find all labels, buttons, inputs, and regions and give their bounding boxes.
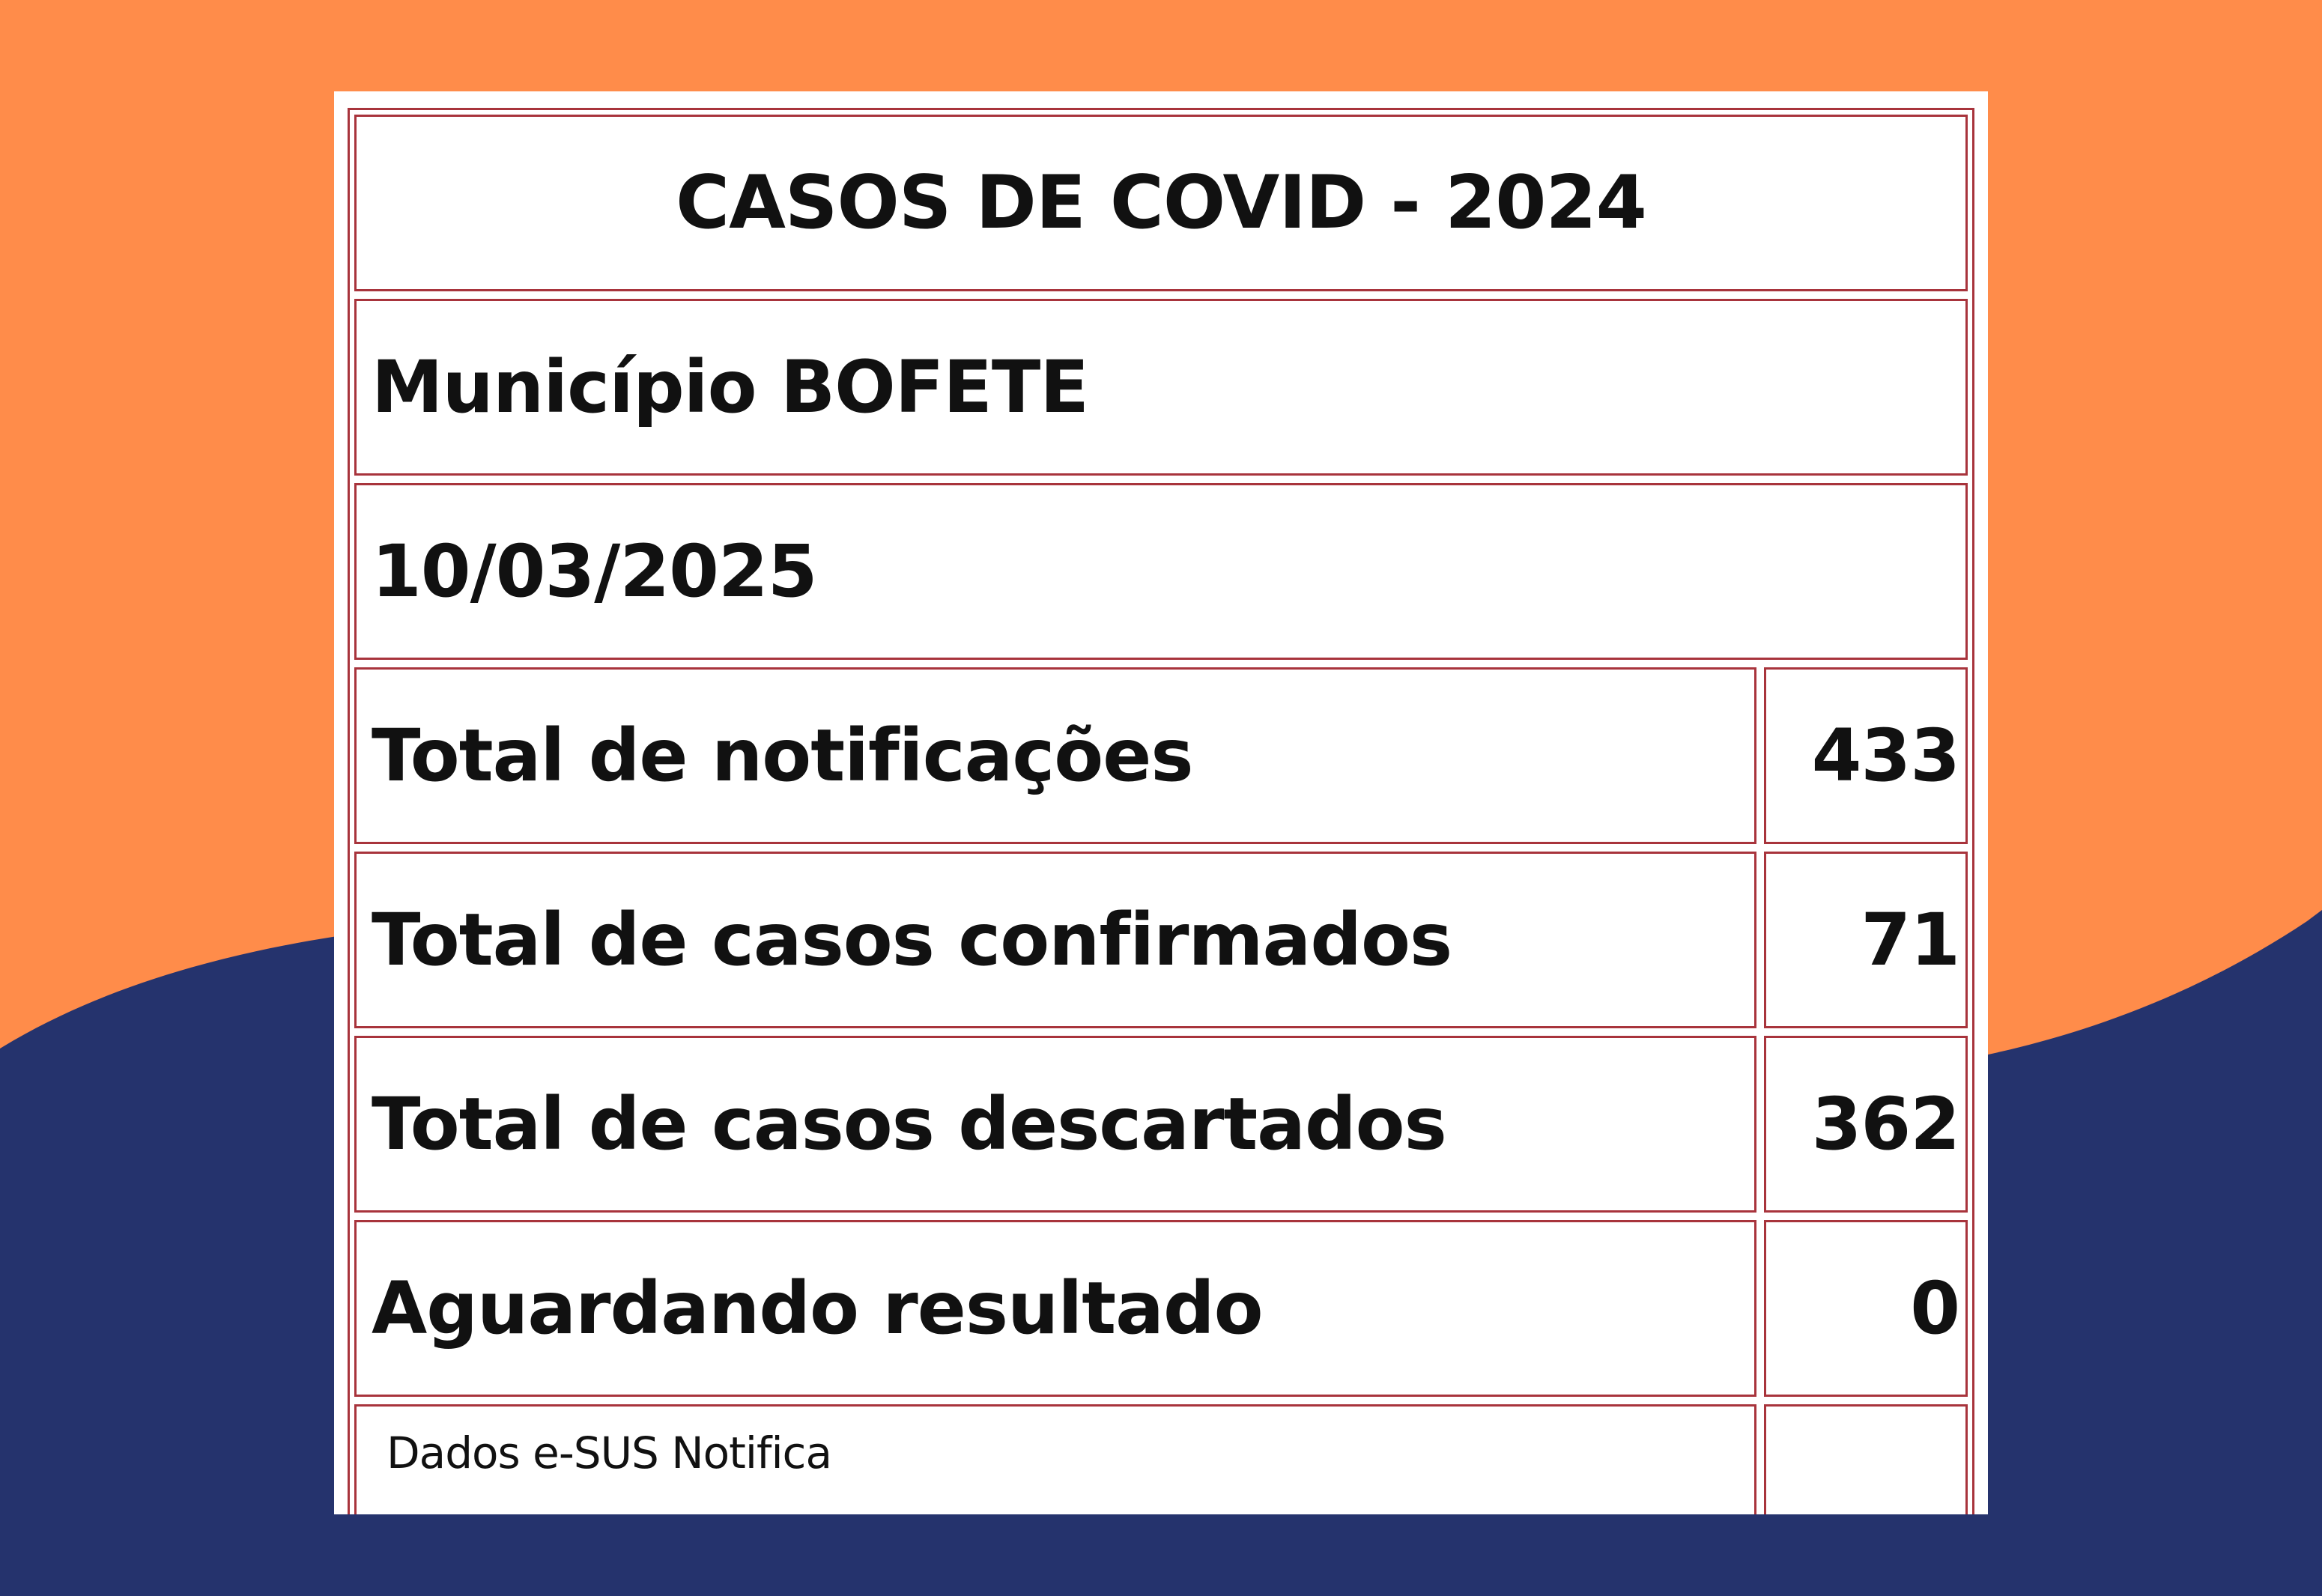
table-row (354, 1036, 1968, 1213)
data-source-note: Dados e-SUS Notifica (354, 1404, 1756, 1514)
date-row (354, 483, 1968, 660)
table-row (354, 1220, 1968, 1397)
discarded-cases-value: 362 (1764, 1036, 1968, 1213)
report-title: CASOS DE COVID - 2024 (354, 115, 1968, 291)
source-row (354, 1404, 1968, 1514)
discarded-cases-label: Total de casos descartados (354, 1036, 1756, 1213)
municipality-row (354, 299, 1968, 476)
municipality-label: Município BOFETE (354, 299, 1968, 476)
notifications-label: Total de notificações (354, 667, 1756, 844)
covid-report-card (334, 91, 1988, 1514)
table-row (354, 667, 1968, 844)
covid-report-table (348, 108, 1974, 1514)
report-date: 10/03/2025 (354, 483, 1968, 660)
table-row (354, 852, 1968, 1028)
confirmed-cases-label: Total de casos confirmados (354, 852, 1756, 1028)
source-value-cell (1764, 1404, 1968, 1514)
title-row (354, 115, 1968, 291)
confirmed-cases-value: 71 (1764, 852, 1968, 1028)
awaiting-result-label: Aguardando resultado (354, 1220, 1756, 1397)
awaiting-result-value: 0 (1764, 1220, 1968, 1397)
notifications-value: 433 (1764, 667, 1968, 844)
